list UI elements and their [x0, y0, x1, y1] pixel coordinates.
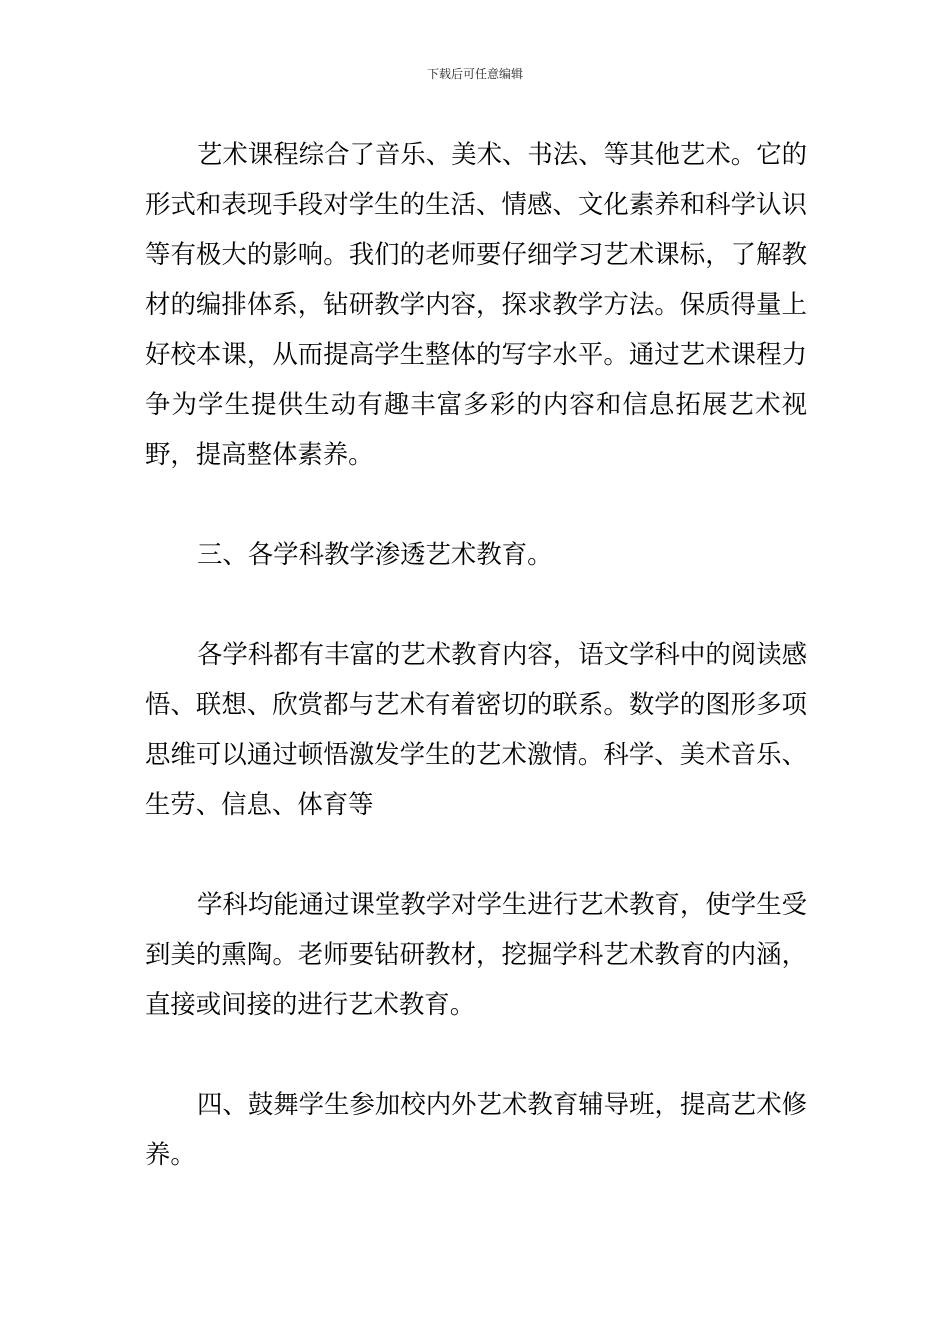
paragraph-spacer [145, 479, 807, 529]
document-body [145, 129, 807, 1179]
paragraph-spacer [145, 829, 807, 879]
page-header-note: 下载后可任意编辑 [426, 67, 523, 81]
section-heading-4: 四、鼓舞学生参加校内外艺术教育辅导班，提高艺术修养。 [145, 1089, 807, 1169]
paragraph-art-curriculum: 艺术课程综合了音乐、美术、书法、等其他艺术。它的形式和表现手段对学生的生活、情感、文化素养和科学认识等有极大的影响。我们的老师要仔细学习艺术课标，了解教材的编排体系，钻研教学内容，探求教学方法。保质得量上好校本课，从而提高学生整体的写字水平。通过艺术课程力争为学生提供生动有趣丰富多彩的内容和信息拓展艺术视野，提高整体素养。 [145, 139, 807, 469]
section-heading-3: 三、各学科教学渗透艺术教育。 [197, 539, 553, 569]
paragraph-subjects-art: 各学科都有丰富的艺术教育内容，语文学科中的阅读感悟、联想、欣赏都与艺术有着密切的联系。数学的图形多项思维可以通过顿悟激发学生的艺术激情。科学、美术音乐、生劳、信息、体育等 [145, 639, 807, 819]
paragraph-classroom-art: 学科均能通过课堂教学对学生进行艺术教育，使学生受到美的熏陶。老师要钻研教材，挖掘学科艺术教育的内涵，直接或间接的进行艺术教育。 [145, 889, 807, 1019]
paragraph-spacer [145, 579, 807, 629]
paragraph-spacer [145, 1029, 807, 1079]
